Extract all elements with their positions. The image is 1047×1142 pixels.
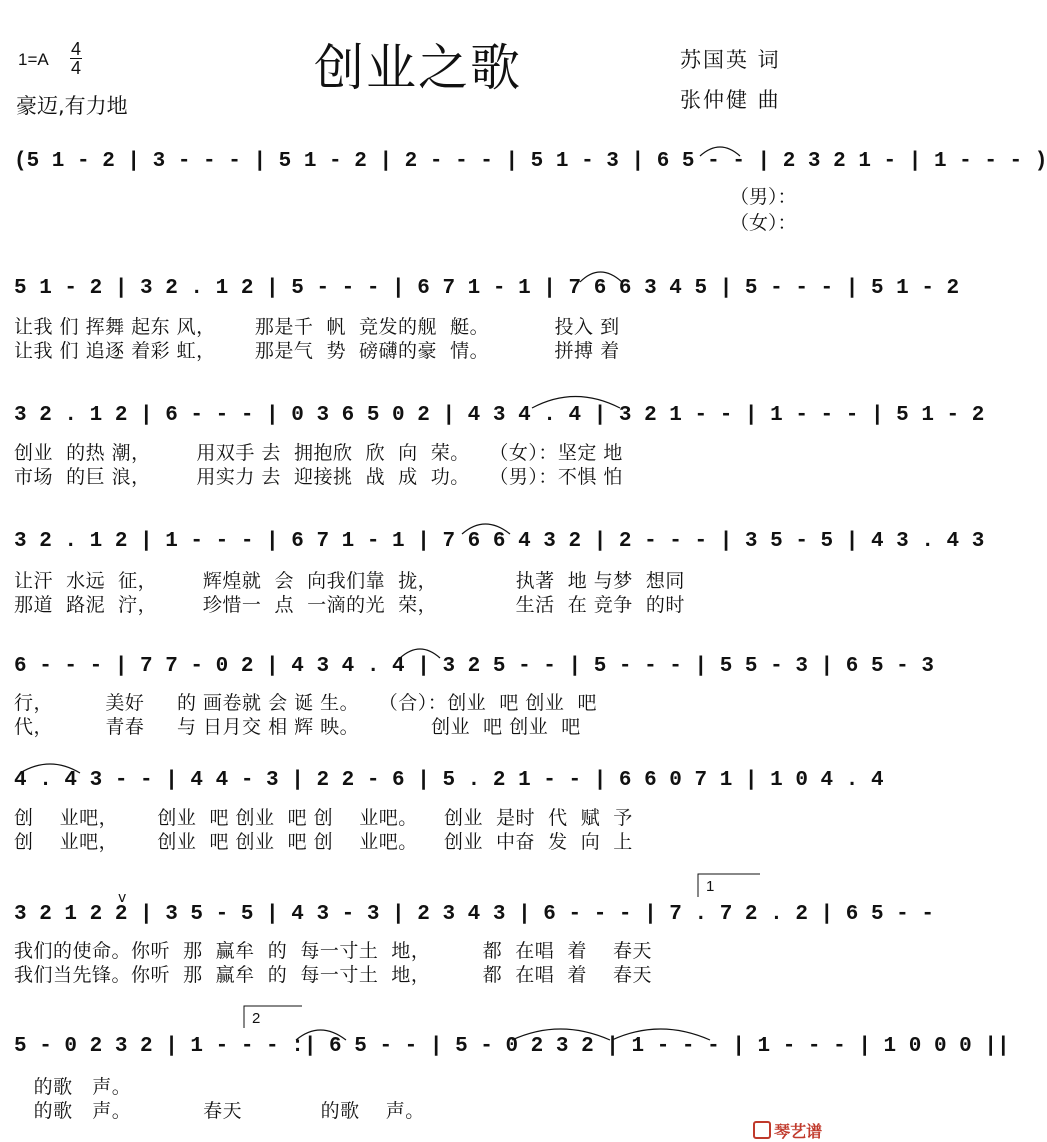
watermark-logo [742,1100,822,1142]
lyric-row-1-verse-2: 让我 们 追逐 着彩 虹， 那是气 势 磅礴的豪 情。 拼搏 着 [14,340,620,362]
breath-mark: v [118,890,127,906]
notation-row-2: 3 2 . 1 2 | 6 - - - | 0 3 6 5 0 2 | 4 3 4 . 4 | 3 2 1 - - | 1 - - - | 5 1 - 2 [14,404,985,427]
lyric-row-2-verse-2: 市场 的巨 浪， 用实力 去 迎接挑 战 成 功。 （男）：不惧 怕 [14,466,623,488]
notation-row-6: 3 2 1 2 2 | 3 5 - 5 | 4 3 - 3 | 2 3 4 3 | 6 - - - | 7 . 7 2 . 2 | 6 5 - - [14,903,934,926]
time-signature-bottom: 4 [70,58,81,78]
logo-icon [753,1121,771,1139]
lyric-row-6-verse-1: 我们的使命。你听 那 赢牟 的 每一寸土 地， 都 在唱 着 春天 [14,940,653,962]
lyric-row-5-verse-2: 创 业吧， 创业 吧 创业 吧 创 业吧。 创业 中奋 发 向 上 [14,831,633,853]
slur-row-1 [580,272,622,282]
notation-row-5: 4 . 4 3 - - | 4 4 - 3 | 2 2 - 6 | 5 . 2 1 - - | 6 6 0 7 1 | 1 0 4 . 4 [14,769,884,792]
lyric-row-1-verse-1: 让我 们 挥舞 起东 风， 那是千 帆 竞发的舰 艇。 投入 到 [14,316,620,338]
slur-row-7c [612,1029,710,1040]
notation-row-7: 5 - 0 2 3 2 | 1 - - - :| 6 5 - - | 5 - 0 2 3 2 | 1 - - - | 1 - - - | 1 0 0 0 || [14,1035,1010,1058]
key-signature: 1=A [18,50,49,69]
slur-row-5 [20,764,80,773]
notation-row-intro: (5 1 - 2 | 3 - - - | 5 1 - 2 | 2 - - - | 5 1 - 3 | 6 5 - - | 2 3 2 1 - | 1 - - - ) [14,150,1047,173]
notation-row-3: 3 2 . 1 2 | 1 - - - | 6 7 1 - 1 | 7 6 6 4 3 2 | 2 - - - | 3 5 - 5 | 4 3 . 4 3 [14,530,985,553]
song-title: 创业之歌 [314,39,522,97]
lyricist-credit: 苏国英 词 [680,48,781,72]
tempo-marking: 豪迈,有力地 [16,94,128,118]
volta-2-bracket [244,1006,302,1028]
slur-row-7a [296,1030,346,1040]
lyric-row-3-verse-2: 那道 路泥 泞， 珍惜一 点 一滴的光 荣， 生活 在 竞争 的时 [14,594,685,616]
voice-female-label: （女）： [730,212,797,234]
volta-2-number: 2 [252,1010,261,1027]
voice-male-label: （男）： [730,186,797,208]
lyric-row-3-verse-1: 让汗 水远 征， 辉煌就 会 向我们靠 拢， 执著 地 与梦 想同 [14,570,685,592]
lyric-row-6-verse-2: 我们当先锋。你听 那 赢牟 的 每一寸土 地， 都 在唱 着 春天 [14,964,653,986]
composer-credit: 张仲健 曲 [680,88,781,112]
lyric-row-7-verse-2: 的歌 声。 春天 的歌 声。 [14,1100,425,1122]
lyric-row-2-verse-1: 创业 的热 潮， 用双手 去 拥抱欣 欣 向 荣。 （女）：坚定 地 [14,442,623,464]
slur-row-7b [512,1029,610,1040]
lyric-row-7-verse-1: 的歌 声。 [14,1076,132,1098]
slur-row-4 [400,649,440,658]
slur-row-3 [462,524,510,534]
lyric-row-4-verse-1: 行， 美好 的 画卷就 会 诞 生。 （合）：创业 吧 创业 吧 [14,692,597,714]
lyric-row-4-verse-2: 代， 青春 与 日月交 相 辉 映。 创业 吧 创业 吧 [14,716,581,738]
lyric-row-5-verse-1: 创 业吧， 创业 吧 创业 吧 创 业吧。 创业 是时 代 赋 予 [14,807,633,829]
notation-row-1: 5 1 - 2 | 3 2 . 1 2 | 5 - - - | 6 7 1 - 1 | 7 6 6 3 4 5 | 5 - - - | 5 1 - 2 [14,277,960,300]
volta-1-number: 1 [706,878,715,895]
slur-row-0 [700,147,740,156]
volta-1-bracket [698,874,760,897]
time-signature-top: 4 [70,39,81,59]
watermark-text: 琴艺谱 [774,1122,823,1141]
slur-row-2 [532,397,620,409]
notation-row-4: 6 - - - | 7 7 - 0 2 | 4 3 4 . 4 | 3 2 5 - - | 5 - - - | 5 5 - 3 | 6 5 - 3 [14,655,934,678]
